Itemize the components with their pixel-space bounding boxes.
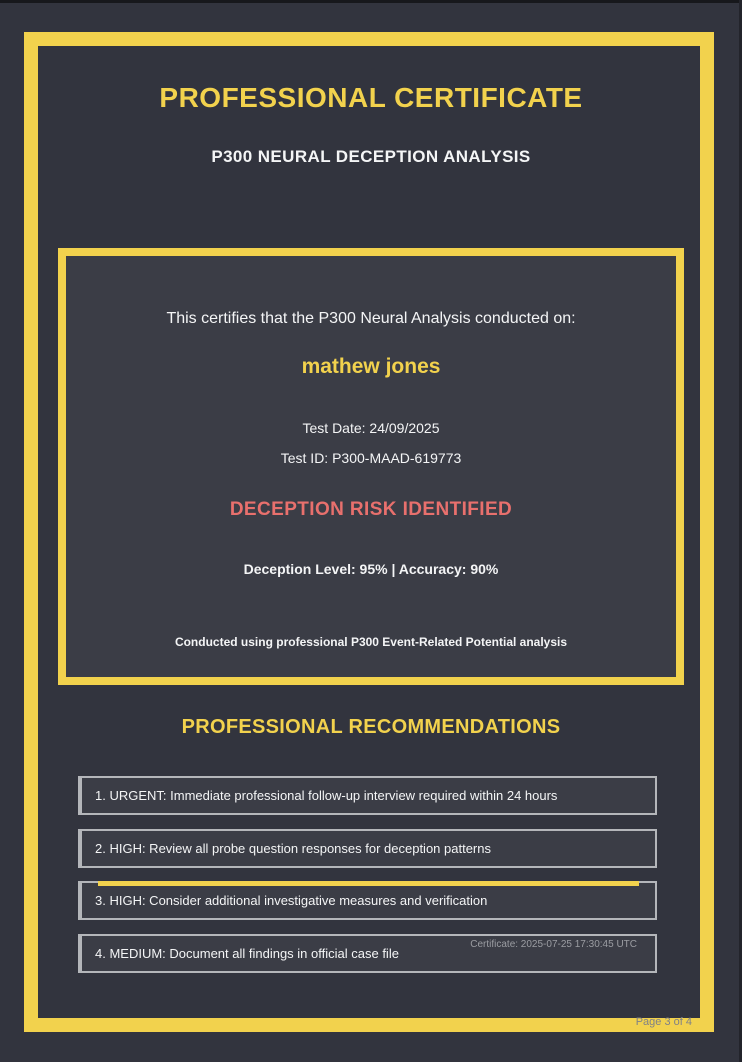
page-subtitle: P300 NEURAL DECEPTION ANALYSIS (211, 147, 531, 166)
window-top-edge (0, 0, 742, 3)
recommendation-item: 2. HIGH: Review all probe question responses for deception patterns (78, 829, 657, 868)
test-date: Test Date: 24/09/2025 (302, 420, 440, 436)
page-indicator: Page 3 of 4 (635, 1016, 692, 1028)
certifies-line: This certifies that the P300 Neural Analysis conducted on: (166, 310, 576, 327)
recommendation-item: 3. HIGH: Consider additional investigative measures and verification (78, 881, 657, 920)
recommendation-item: 4. MEDIUM: Document all findings in official case file (78, 934, 657, 973)
page-title: PROFESSIONAL CERTIFICATE (159, 82, 583, 113)
recommendations-heading: PROFESSIONAL RECOMMENDATIONS (181, 716, 561, 738)
risk-status: DECEPTION RISK IDENTIFIED (229, 499, 513, 520)
certificate-timestamp: Certificate: 2025-07-25 17:30:45 UTC (470, 939, 637, 950)
method-note: Conducted using professional P300 Event-Related Potential analysis (174, 635, 568, 649)
metrics-line: Deception Level: 95% | Accuracy: 90% (243, 561, 499, 577)
test-id: Test ID: P300-MAAD-619773 (280, 450, 462, 466)
recommendation-item: 1. URGENT: Immediate professional follow-up interview required within 24 hours (78, 776, 657, 815)
certificate-panel (58, 248, 684, 685)
subject-name: mathew jones (301, 355, 441, 378)
